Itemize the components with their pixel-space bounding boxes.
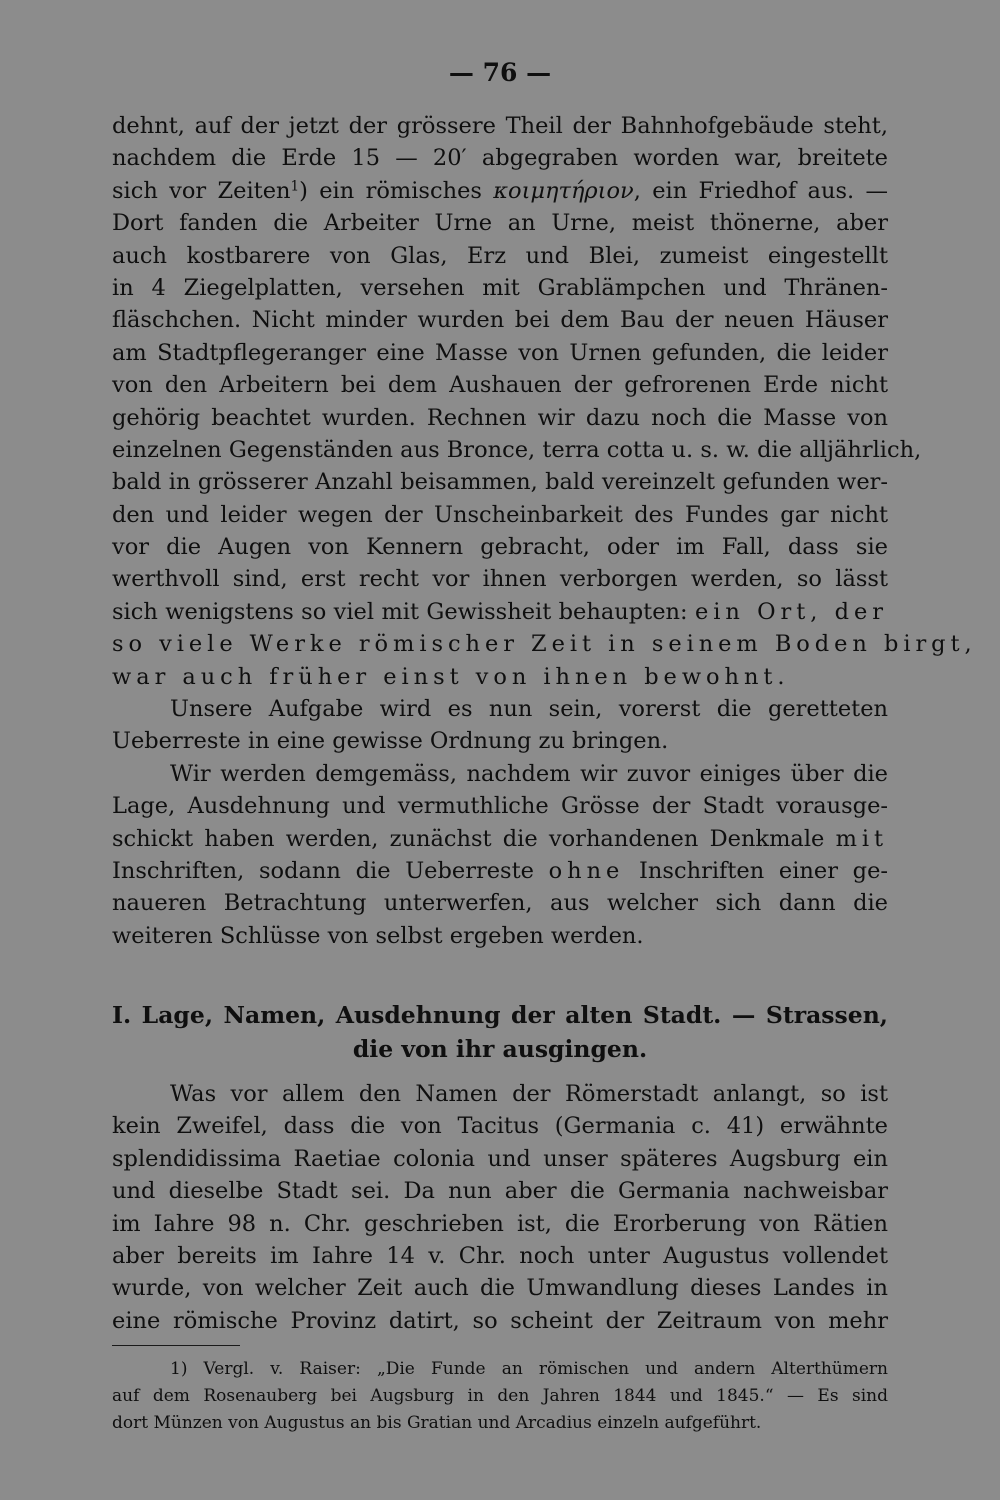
text-line: dehnt, auf der jetzt der grössere Theil der Bahnhofgebäude steht, bbox=[112, 113, 888, 139]
text-line: Lage, Ausdehnung und vermuthliche Grösse der Stadt vorausge- bbox=[112, 793, 888, 820]
greek-word: κοιμητήριον bbox=[493, 177, 634, 204]
text-line: Ueberreste in eine gewisse Ordnung zu bringen. bbox=[112, 728, 669, 755]
spaced-emphasis: ein Ort, der bbox=[694, 598, 888, 625]
text-line: eine römische Provinz datirt, so scheint der Zeitraum von mehr bbox=[112, 1307, 888, 1334]
text-line-spaced: war auch früher einst von ihnen bewohnt. bbox=[112, 663, 790, 690]
text-line: wurde, von welcher Zeit auch die Umwandlung dieses Landes in bbox=[112, 1275, 888, 1302]
text-line: sich vor Zeiten$^1$) ein römisches κοιμητήριον, ein Friedhof aus. — bbox=[112, 177, 888, 204]
footnote bbox=[112, 1356, 888, 1437]
paragraph-intro bbox=[112, 110, 977, 952]
footnote-line: auf dem Rosenauberg bei Augsburg in den Jahren 1844 und 1845.“ — Es sind bbox=[112, 1386, 888, 1406]
text-line-spaced: so viele Werke römischer Zeit in seinem Boden birgt, bbox=[112, 631, 977, 658]
text-line: aber bereits im Iahre 14 v. Chr. noch unter Augustus vollendet bbox=[112, 1242, 888, 1269]
spaced-emphasis: ohne bbox=[548, 857, 625, 884]
section-heading-line: die von ihr ausgingen. bbox=[352, 1035, 648, 1063]
text-line: Inschriften, sodann die Ueberreste ohne Inschriften einer ge- bbox=[112, 857, 888, 884]
text-line: Dort fanden die Arbeiter Urne an Urne, meist thönerne, aber bbox=[112, 210, 888, 237]
text-line: splendidissima Raetiae colonia und unser späteres Augsburg ein bbox=[112, 1145, 888, 1172]
text-line: den und leider wegen der Unscheinbarkeit des Fundes gar nicht bbox=[112, 501, 888, 528]
text-line: Wir werden demgemäss, nachdem wir zuvor einiges über die bbox=[170, 760, 888, 787]
text-line: nachdem die Erde 15 — 20′ abgegraben worden war, breitete bbox=[112, 145, 888, 172]
footnote-line: dort Münzen von Augustus an bis Gratian und Arcadius einzeln aufgeführt. bbox=[112, 1413, 762, 1433]
text-line: schickt haben werden, zunächst die vorhandenen Denkmale mit bbox=[112, 825, 888, 852]
text-line: und dieselbe Stadt sei. Da nun aber die Germania nachweisbar bbox=[112, 1178, 888, 1205]
text-line: von den Arbeitern bei dem Aushauen der gefrorenen Erde nicht bbox=[112, 372, 888, 399]
text-line: kein Zweifel, dass die von Tacitus (Germania c. 41) erwähnte bbox=[112, 1113, 888, 1140]
text-line: naueren Betrachtung unterwerfen, aus welcher sich dann die bbox=[112, 890, 888, 917]
section-heading-line: I. Lage, Namen, Ausdehnung der alten Stadt. — Strassen, bbox=[112, 1001, 888, 1029]
paragraph-section-one bbox=[112, 1078, 888, 1337]
text-line: sich wenigstens so viel mit Gewissheit behaupten: ein Ort, der bbox=[112, 598, 888, 625]
text-line: Was vor allem den Namen der Römerstadt anlangt, so ist bbox=[170, 1081, 888, 1107]
footnote-ref[interactable]: 1 bbox=[290, 178, 300, 195]
text-line: am Stadtpflegeranger eine Masse von Urnen gefunden, die leider bbox=[112, 339, 888, 366]
spaced-emphasis: mit bbox=[835, 825, 888, 852]
text-line: vor die Augen von Kennern gebracht, oder im Fall, dass sie bbox=[112, 534, 888, 561]
text-line: einzelnen Gegenständen aus Bronce, terra cotta u. s. w. die alljährlich, bbox=[112, 436, 922, 463]
text-line: in 4 Ziegelplatten, versehen mit Grablämpchen und Thränen- bbox=[112, 274, 888, 301]
text-line: auch kostbarere von Glas, Erz und Blei, zumeist eingestellt bbox=[112, 242, 888, 269]
text-line: weiteren Schlüsse von selbst ergeben werden. bbox=[112, 922, 644, 949]
footnote-divider bbox=[112, 1345, 240, 1346]
text-line: Unsere Aufgabe wird es nun sein, vorerst die geretteten bbox=[170, 696, 888, 723]
text-line: im Iahre 98 n. Chr. geschrieben ist, die Erorberung von Rätien bbox=[112, 1210, 888, 1237]
text-line: gehörig beachtet wurden. Rechnen wir dazu noch die Masse von bbox=[112, 404, 888, 431]
text-line: fläschchen. Nicht minder wurden bei dem Bau der neuen Häuser bbox=[112, 307, 888, 334]
text-line: werthvoll sind, erst recht vor ihnen verborgen werden, so lässt bbox=[112, 566, 888, 593]
text-line: bald in grösserer Anzahl beisammen, bald vereinzelt gefunden wer- bbox=[112, 469, 888, 496]
page-number: — 76 — bbox=[448, 58, 552, 87]
footnote-line: 1) Vergl. v. Raiser: „Die Funde an römischen und andern Alterthümern bbox=[170, 1359, 888, 1379]
section-heading bbox=[112, 998, 888, 1066]
